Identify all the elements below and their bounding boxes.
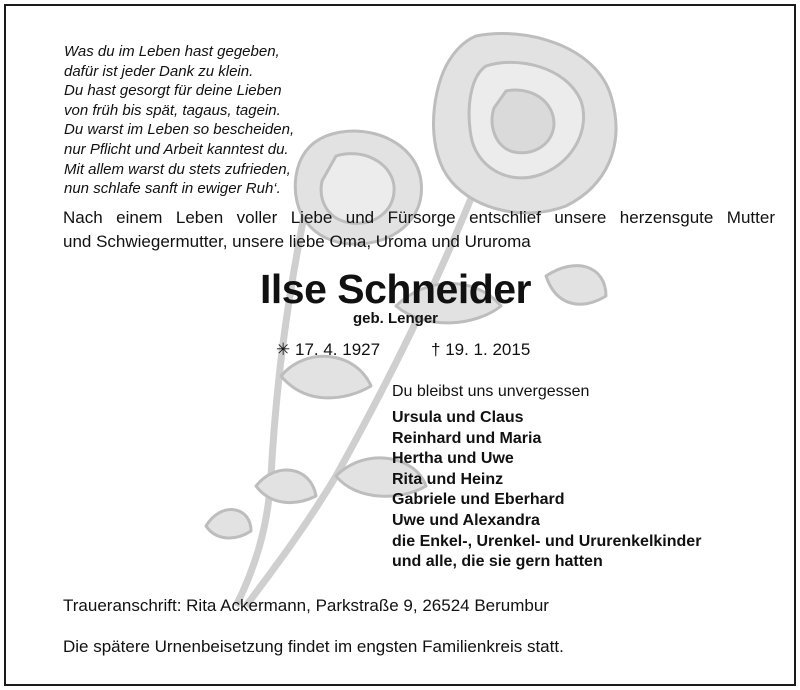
mourner-entry: Ursula und Claus [392, 409, 524, 426]
birth-date-value: 17. 4. 1927 [294, 340, 381, 359]
poem-line: dafür ist jeder Dank zu klein. [64, 62, 254, 80]
mourner-entry: Uwe und Alexandra [392, 511, 540, 529]
mourner-entry: und alle, die sie gern hatten [392, 553, 603, 571]
deceased-name: Ilse Schneider [260, 266, 532, 312]
poem-line: Du hast gesorgt für deine Lieben [64, 82, 282, 100]
poem-line: nun schlafe sanft in ewiger Ruh‘. [64, 180, 281, 198]
intro-line: und Schwiegermutter, unsere liebe Oma, Uroma und Ururoma [63, 232, 531, 251]
poem [64, 42, 294, 199]
funeral-note: Die spätere Urnenbeisetzung findet im engsten Familienkreis statt. [63, 637, 564, 656]
poem-line: von früh bis spät, tagaus, tagein. [64, 101, 281, 119]
cross-death-icon: † [431, 340, 441, 359]
mourner-entry: die Enkel-, Urenkel- und Ururenkelkinder [392, 532, 702, 550]
poem-line: nur Pflicht und Arbeit kanntest du. [64, 140, 289, 158]
poem-line: Du warst im Leben so bescheiden, [64, 121, 295, 139]
mourner-entry: Rita und Heinz [392, 470, 504, 488]
remembrance-line: Du bleibst uns unvergessen [392, 383, 590, 400]
birth-date [276, 340, 380, 360]
death-date-value: 19. 1. 2015 [445, 340, 531, 359]
mourning-address: Traueranschrift: Rita Ackermann, Parkstraße 9, 26524 Berumbur [63, 596, 549, 615]
obituary-notice [4, 4, 796, 686]
poem-line: Mit allem warst du stets zufrieden, [64, 160, 291, 178]
mourners-list [392, 408, 701, 573]
poem-line: Was du im Leben hast gegeben, [64, 43, 280, 60]
death-date [431, 340, 530, 360]
mourner-entry: Hertha und Uwe [392, 450, 514, 468]
intro-text [63, 206, 775, 254]
asterisk-birth-icon: ✳ [276, 340, 291, 359]
mourner-entry: Gabriele und Eberhard [392, 491, 565, 509]
mourner-entry: Reinhard und Maria [392, 429, 542, 447]
intro-line: Nach einem Leben voller Liebe und Fürsorge entschlief unsere herzensgute Mutter [63, 208, 775, 227]
maiden-name: geb. Lenger [353, 310, 439, 327]
